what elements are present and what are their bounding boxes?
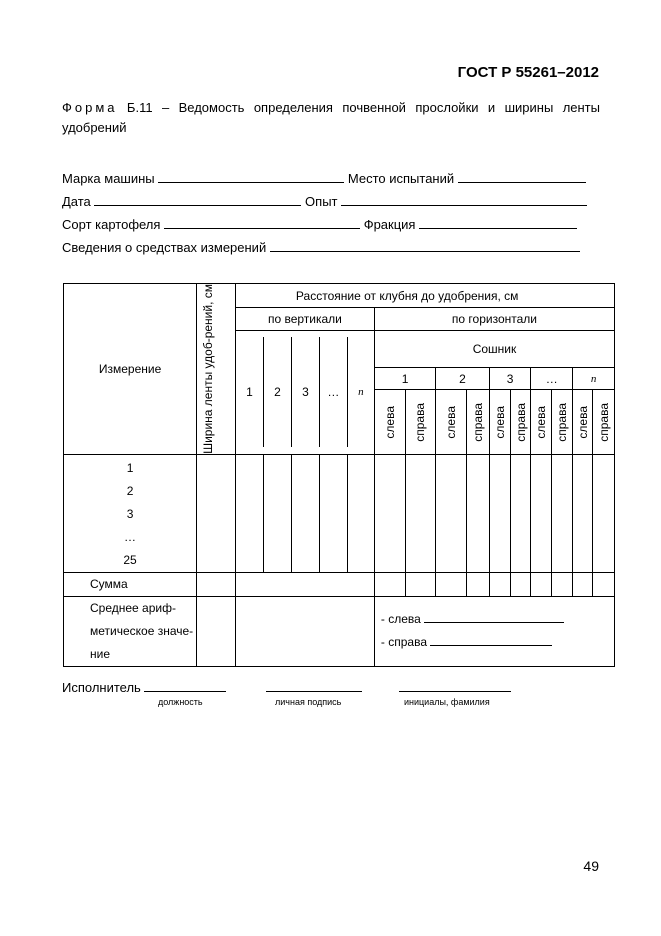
- page-number: 49: [583, 858, 599, 874]
- left-header: слева: [489, 390, 510, 455]
- cell[interactable]: [347, 454, 374, 572]
- cell[interactable]: [235, 572, 374, 596]
- distance-header: Расстояние от клубня до удобрения, см: [235, 284, 614, 308]
- potato-variety-label: Сорт картофеля: [62, 217, 161, 232]
- machine-brand-label: Марка машины: [62, 171, 155, 186]
- measurement-table: [63, 283, 615, 667]
- cell[interactable]: [593, 572, 615, 596]
- cell[interactable]: [466, 454, 489, 572]
- vertical-header: по вертикали: [235, 308, 374, 331]
- cell[interactable]: [573, 454, 593, 572]
- cell[interactable]: [593, 454, 615, 572]
- field-row-3: [62, 216, 577, 232]
- cell[interactable]: [573, 572, 593, 596]
- cell[interactable]: [510, 454, 531, 572]
- cell[interactable]: [374, 572, 405, 596]
- vertical-col-2: 2: [264, 337, 292, 447]
- cell[interactable]: [374, 454, 405, 572]
- form-title-continued: удобрений: [62, 120, 127, 135]
- field-row-2: [62, 193, 587, 209]
- experiment-blank[interactable]: [341, 193, 587, 206]
- right-header: справа: [593, 390, 615, 455]
- vertical-columns: [236, 337, 374, 447]
- position-blank[interactable]: [144, 679, 226, 692]
- cell[interactable]: [235, 596, 374, 666]
- potato-variety-blank[interactable]: [164, 216, 360, 229]
- executor-row: [62, 679, 226, 695]
- cell[interactable]: [531, 454, 552, 572]
- cell[interactable]: [291, 454, 319, 572]
- cell[interactable]: [466, 572, 489, 596]
- measurement-column-header: Измерение: [64, 284, 197, 455]
- machine-brand-blank[interactable]: [158, 170, 344, 183]
- fraction-label: Фракция: [363, 217, 416, 232]
- left-header: слева: [531, 390, 552, 455]
- vertical-col-5: n: [358, 386, 364, 399]
- cell[interactable]: [197, 596, 236, 666]
- cell[interactable]: [552, 572, 573, 596]
- cell[interactable]: [489, 454, 510, 572]
- row-label-3: 3: [126, 506, 134, 521]
- row-label-2: 2: [126, 483, 134, 498]
- right-header: справа: [510, 390, 531, 455]
- form-title: [62, 96, 600, 120]
- initials-blank[interactable]: [399, 679, 511, 692]
- coulter-ellipsis: …: [531, 368, 573, 390]
- form-title-text: Б.11 – Ведомость определения почвенной прослойки и ширины ленты: [126, 100, 600, 115]
- field-row-4: [62, 239, 580, 255]
- cell[interactable]: [531, 572, 552, 596]
- test-place-blank[interactable]: [458, 170, 586, 183]
- field-row-1: [62, 170, 586, 186]
- cell[interactable]: [436, 572, 467, 596]
- coulter-3: 3: [489, 368, 531, 390]
- position-caption: должность: [158, 697, 203, 707]
- left-header: слева: [374, 390, 405, 455]
- vertical-col-1: 1: [236, 337, 264, 447]
- date-label: Дата: [62, 194, 91, 209]
- right-header: справа: [552, 390, 573, 455]
- right-header: справа: [466, 390, 489, 455]
- vertical-placeholder: [235, 331, 374, 455]
- cell[interactable]: [197, 572, 236, 596]
- vertical-col-4: …: [320, 337, 348, 447]
- mean-left-line: - слева: [381, 608, 614, 631]
- vertical-col-3: 3: [292, 337, 320, 447]
- width-column-header: [197, 284, 236, 455]
- mean-right-line: - справа: [381, 631, 614, 654]
- mean-values: [374, 596, 614, 666]
- mean-right-blank[interactable]: [430, 633, 552, 646]
- initials-caption: инициалы, фамилия: [404, 697, 490, 707]
- left-header: слева: [573, 390, 593, 455]
- form-prefix: Форма: [62, 100, 118, 115]
- fraction-blank[interactable]: [419, 216, 577, 229]
- signature-blank[interactable]: [266, 679, 362, 692]
- coulter-header: Сошник: [374, 331, 614, 368]
- test-place-label: Место испытаний: [347, 171, 455, 186]
- cell[interactable]: [319, 454, 347, 572]
- cell[interactable]: [436, 454, 467, 572]
- right-header: справа: [405, 390, 436, 455]
- cell[interactable]: [263, 454, 291, 572]
- cell[interactable]: [552, 454, 573, 572]
- experiment-label: Опыт: [305, 194, 338, 209]
- date-blank[interactable]: [94, 193, 301, 206]
- row-label-ellipsis: …: [124, 529, 137, 544]
- measuring-means-blank[interactable]: [270, 239, 580, 252]
- executor-label: Исполнитель: [62, 680, 141, 695]
- coulter-2: 2: [436, 368, 489, 390]
- standard-header: ГОСТ Р 55261–2012: [457, 64, 599, 81]
- coulter-1: 1: [374, 368, 435, 390]
- mean-left-blank[interactable]: [424, 610, 564, 623]
- cell[interactable]: [510, 572, 531, 596]
- cell[interactable]: [405, 454, 436, 572]
- cell[interactable]: [489, 572, 510, 596]
- signature-caption: личная подпись: [275, 697, 342, 707]
- coulter-n: n: [573, 368, 615, 390]
- left-header: слева: [436, 390, 467, 455]
- mean-label: Среднее ариф- метическое значе- ние: [64, 596, 197, 666]
- cell[interactable]: [235, 454, 263, 572]
- sum-label: Сумма: [64, 572, 197, 596]
- width-column-label: Ширина ленты удоб-рений, см: [201, 284, 215, 454]
- row-label-1: 1: [126, 460, 134, 475]
- horizontal-header: по горизонтали: [374, 308, 614, 331]
- measurement-rows: [64, 454, 197, 572]
- row-label-25: 25: [123, 552, 137, 567]
- measuring-means-label: Сведения о средствах измерений: [62, 240, 267, 255]
- cell[interactable]: [405, 572, 436, 596]
- cell[interactable]: [197, 454, 236, 572]
